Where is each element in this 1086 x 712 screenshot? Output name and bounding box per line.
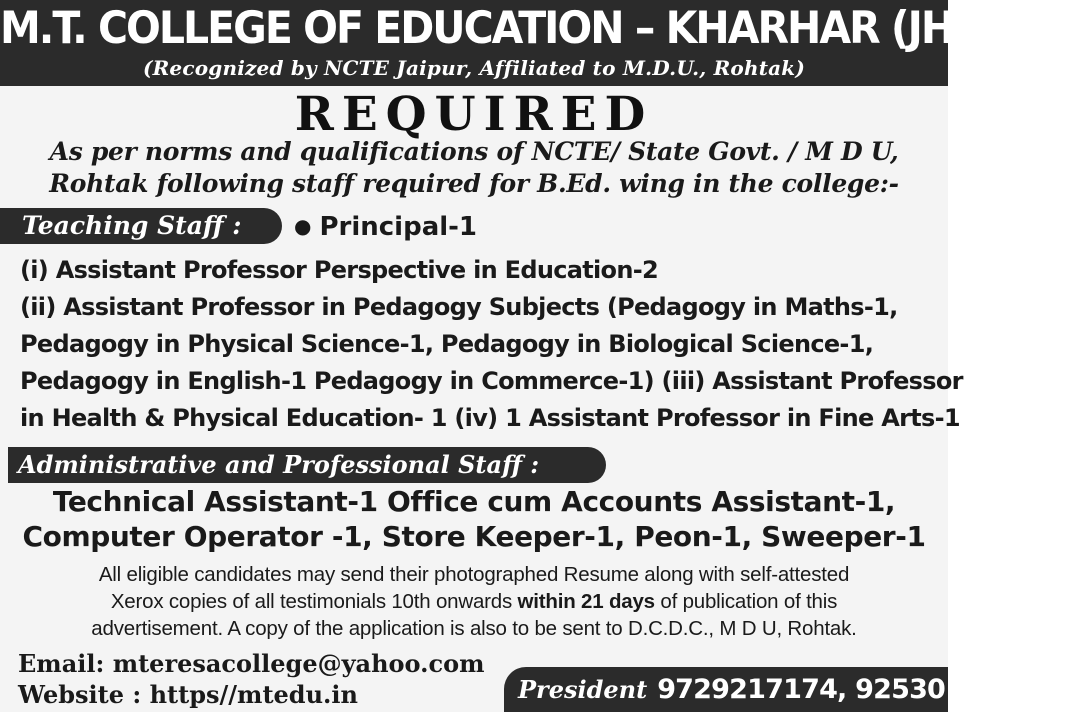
notice-line: advertisement. A copy of the application is also to be sent to D.C.D.C., M D U, Rohtak. xyxy=(91,617,857,640)
intro-line: As per norms and qualifications of NCTE/ State Govt. / M D U, xyxy=(49,137,899,166)
teaching-line: in Health & Physical Education- 1 (iv) 1 Assistant Professor in Fine Arts-1 xyxy=(20,404,960,432)
notice-text: Xerox copies of all testimonials 10th onwards xyxy=(110,590,518,613)
header-banner xyxy=(0,0,1086,86)
intro-line: Rohtak following staff required for B.Ed. wing in the college:- xyxy=(49,169,899,198)
notice-line: All eligible candidates may send their photographed Resume along with self-attested xyxy=(98,563,850,586)
deadline-text: within 21 days xyxy=(517,590,655,613)
teaching-line: (ii) Assistant Professor in Pedagogy Subjects (Pedagogy in Maths-1, xyxy=(20,293,898,321)
email-text: Email: mteresacollege@yahoo.com xyxy=(18,649,485,678)
admin-staff-list xyxy=(0,484,948,554)
website-text: Website : https//mtedu.in xyxy=(18,680,358,709)
president-contact-bar xyxy=(504,667,1035,712)
contact-info xyxy=(18,648,485,710)
teaching-staff-label: Teaching Staff : xyxy=(0,208,282,244)
admin-staff-label: Administrative and Professional Staff : xyxy=(8,447,606,483)
application-notice xyxy=(0,561,948,642)
bullet-icon: ● xyxy=(294,214,312,238)
principal-text: Principal-1 xyxy=(319,212,478,242)
teaching-staff-list xyxy=(20,252,963,437)
notice-line xyxy=(0,588,948,615)
phone-numbers: 9729217174, 9253017174 xyxy=(657,674,1035,705)
teaching-line: (i) Assistant Professor Perspective in Education-2 xyxy=(20,256,658,284)
college-subtitle: (Recognized by NCTE Jaipur, Affiliated to M.D.U., Rohtak) xyxy=(142,56,806,80)
required-heading: REQUIRED xyxy=(294,87,654,142)
notice-text: of publication of this xyxy=(654,590,838,613)
college-title: M.T. COLLEGE OF EDUCATION – KHARHAR (JHAJJAR) xyxy=(0,2,1086,54)
principal-item xyxy=(294,209,477,246)
intro-text xyxy=(0,136,948,200)
teaching-line: Pedagogy in Physical Science-1, Pedagogy in Biological Science-1, xyxy=(20,330,874,358)
teaching-line: Pedagogy in English-1 Pedagogy in Commerce-1) (iii) Assistant Professor xyxy=(20,367,963,395)
admin-line: Technical Assistant-1 Office cum Accounts Assistant-1, xyxy=(52,485,896,518)
president-label: President xyxy=(518,675,648,704)
admin-line: Computer Operator -1, Store Keeper-1, Peon-1, Sweeper-1 xyxy=(22,520,926,553)
